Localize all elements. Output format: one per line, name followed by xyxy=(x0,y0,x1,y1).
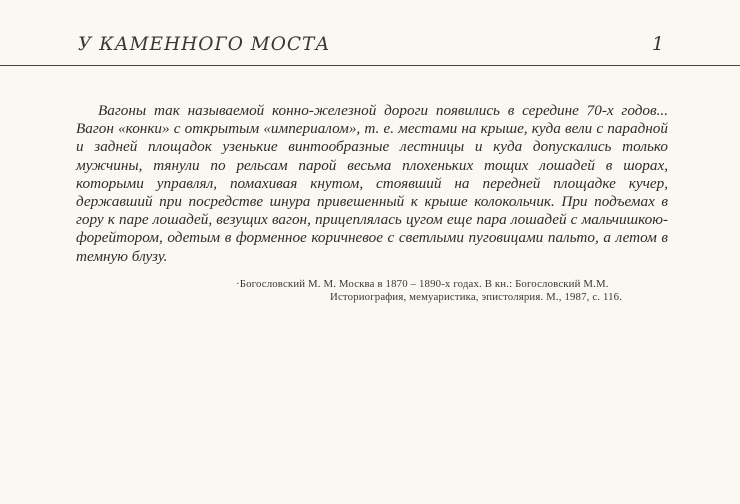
header-rule xyxy=(0,65,740,66)
quote-paragraph: Вагоны так называемой конно-железной дороги появились в середине 70-х годов... Вагон «конки» с открытым «империалом», т. е. местами на крыше, куда вели с парадной и задней площадок узенькие винтообразные лестницы и куда допускались только мужчины, тянули по рельсам парой весьма плохеньких тощих лошадей в шорах, которыми управлял, помахивая кнутом, стоявший на передней площадке кучер, державший при посредстве шнура привешенный к крыше колокольчик. При подъемах в гору к паре лошадей, везущих вагон, прицеплялась цугом еще пара лошадей с мальчишкою-форейтором, одетым в форменное коричневое с светлыми пуговицами пальто, а летом в темную блузу. xyxy=(76,102,668,265)
citation-line: ·Богословский М. М. Москва в 1870 – 1890-х годах. В кн.: Богословский М.М. xyxy=(236,278,609,290)
source-citation xyxy=(236,278,666,304)
page-header xyxy=(0,0,740,66)
running-title: У КАМЕННОГО МОСТА xyxy=(78,34,331,55)
citation-line: Историография, мемуаристика, эпистолярия. М., 1987, с. 116. xyxy=(330,291,623,303)
page-number: 1 xyxy=(651,33,664,55)
